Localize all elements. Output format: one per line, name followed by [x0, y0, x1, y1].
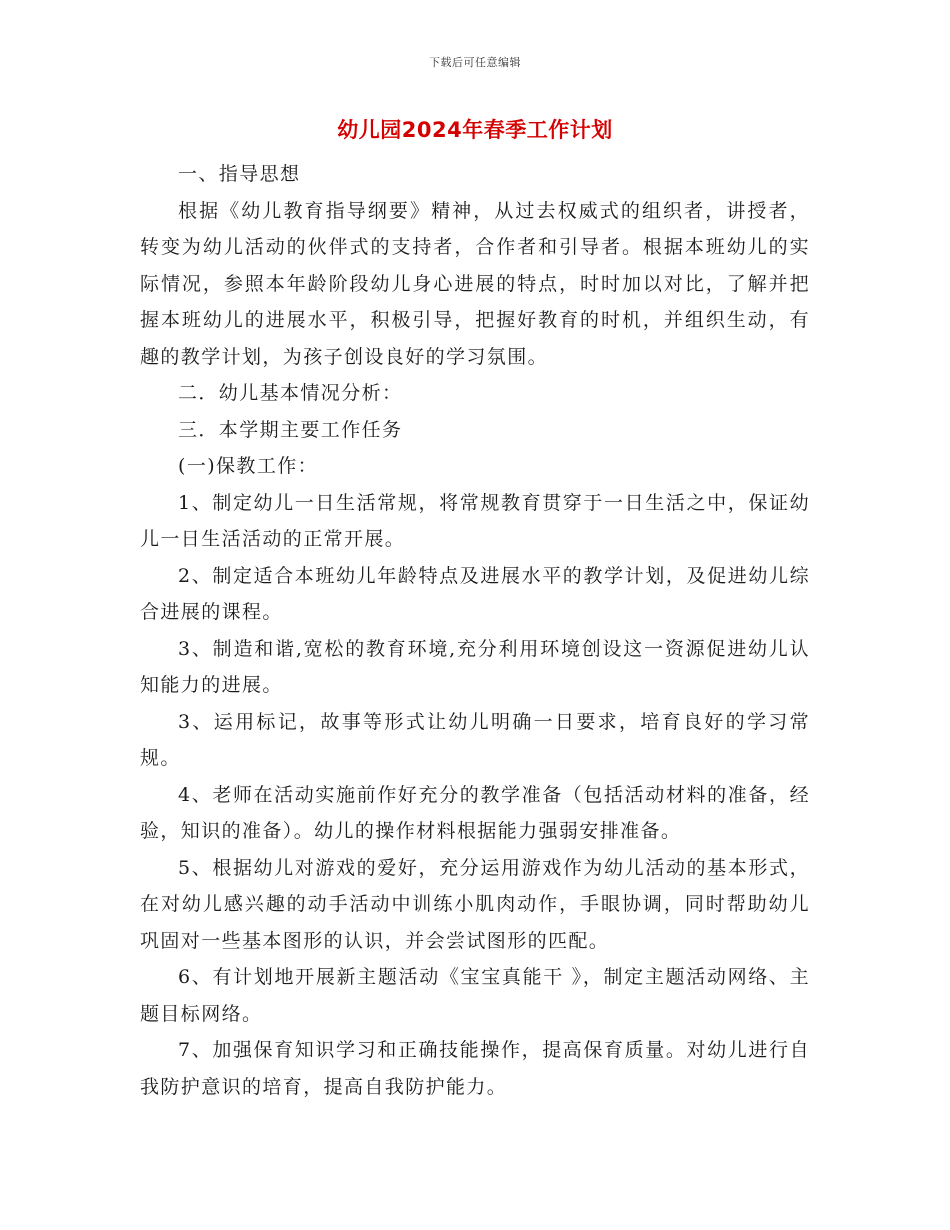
heading-guiding-ideology: 一、指导思想: [178, 163, 301, 185]
list-item: 4、老师在活动实施前作好充分的教学准备（包括活动材料的准备，经验，知识的准备）。幼儿的操作材料根据能力强弱安排准备。: [140, 783, 810, 842]
heading-main-tasks: 三．本学期主要工作任务: [178, 418, 403, 441]
list-item: 1、制定幼儿一日生活常规，将常规教育贯穿于一日生活之中，保证幼儿一日生活活动的正常开展。: [140, 491, 810, 550]
list-item: 7、加强保育知识学习和正确技能操作，提高保育质量。对幼儿进行自我防护意识的培育，提高自我防护能力。: [140, 1039, 810, 1098]
list-item: 6、有计划地开展新主题活动《宝宝真能干 》，制定主题活动网络、主题目标网络。: [140, 966, 810, 1025]
list-item: 3、制造和谐,宽松的教育环境,充分利用环境创设这一资源促进幼儿认知能力的进展。: [140, 637, 810, 696]
list-item: 3、运用标记，故事等形式让幼儿明确一日要求，培育良好的学习常规。: [140, 710, 810, 769]
list-item: 2、制定适合本班幼儿年龄特点及进展水平的教学计划，及促进幼儿综合进展的课程。: [140, 564, 810, 623]
document-title: 幼儿园2024年春季工作计划: [337, 118, 613, 142]
list-item: 5、根据幼儿对游戏的爱好，充分运用游戏作为幼儿活动的基本形式，在对幼儿感兴趣的动手活动中训练小肌肉动作，手眼协调，同时帮助幼儿巩固对一些基本图形的认识，并会尝试图形的匹配。: [140, 856, 810, 952]
document-body: [140, 156, 810, 1105]
heading-basic-analysis: 二．幼儿基本情况分析：: [178, 382, 403, 404]
heading-care-education: (一)保教工作：: [178, 455, 319, 477]
paragraph-guiding-ideology: 根据《幼儿教育指导纲要》精神，从过去权威式的组织者，讲授者，转变为幼儿活动的伙伴式的支持者，合作者和引导者。根据本班幼儿的实际情况，参照本年龄阶段幼儿身心进展的特点，时时加以对比，了解并把握本班幼儿的进展水平，积极引导，把握好教育的时机，并组织生动，有趣的教学计划，为孩子创设良好的学习氛围。: [140, 199, 810, 368]
header-note: 下载后可任意编辑: [429, 56, 521, 69]
